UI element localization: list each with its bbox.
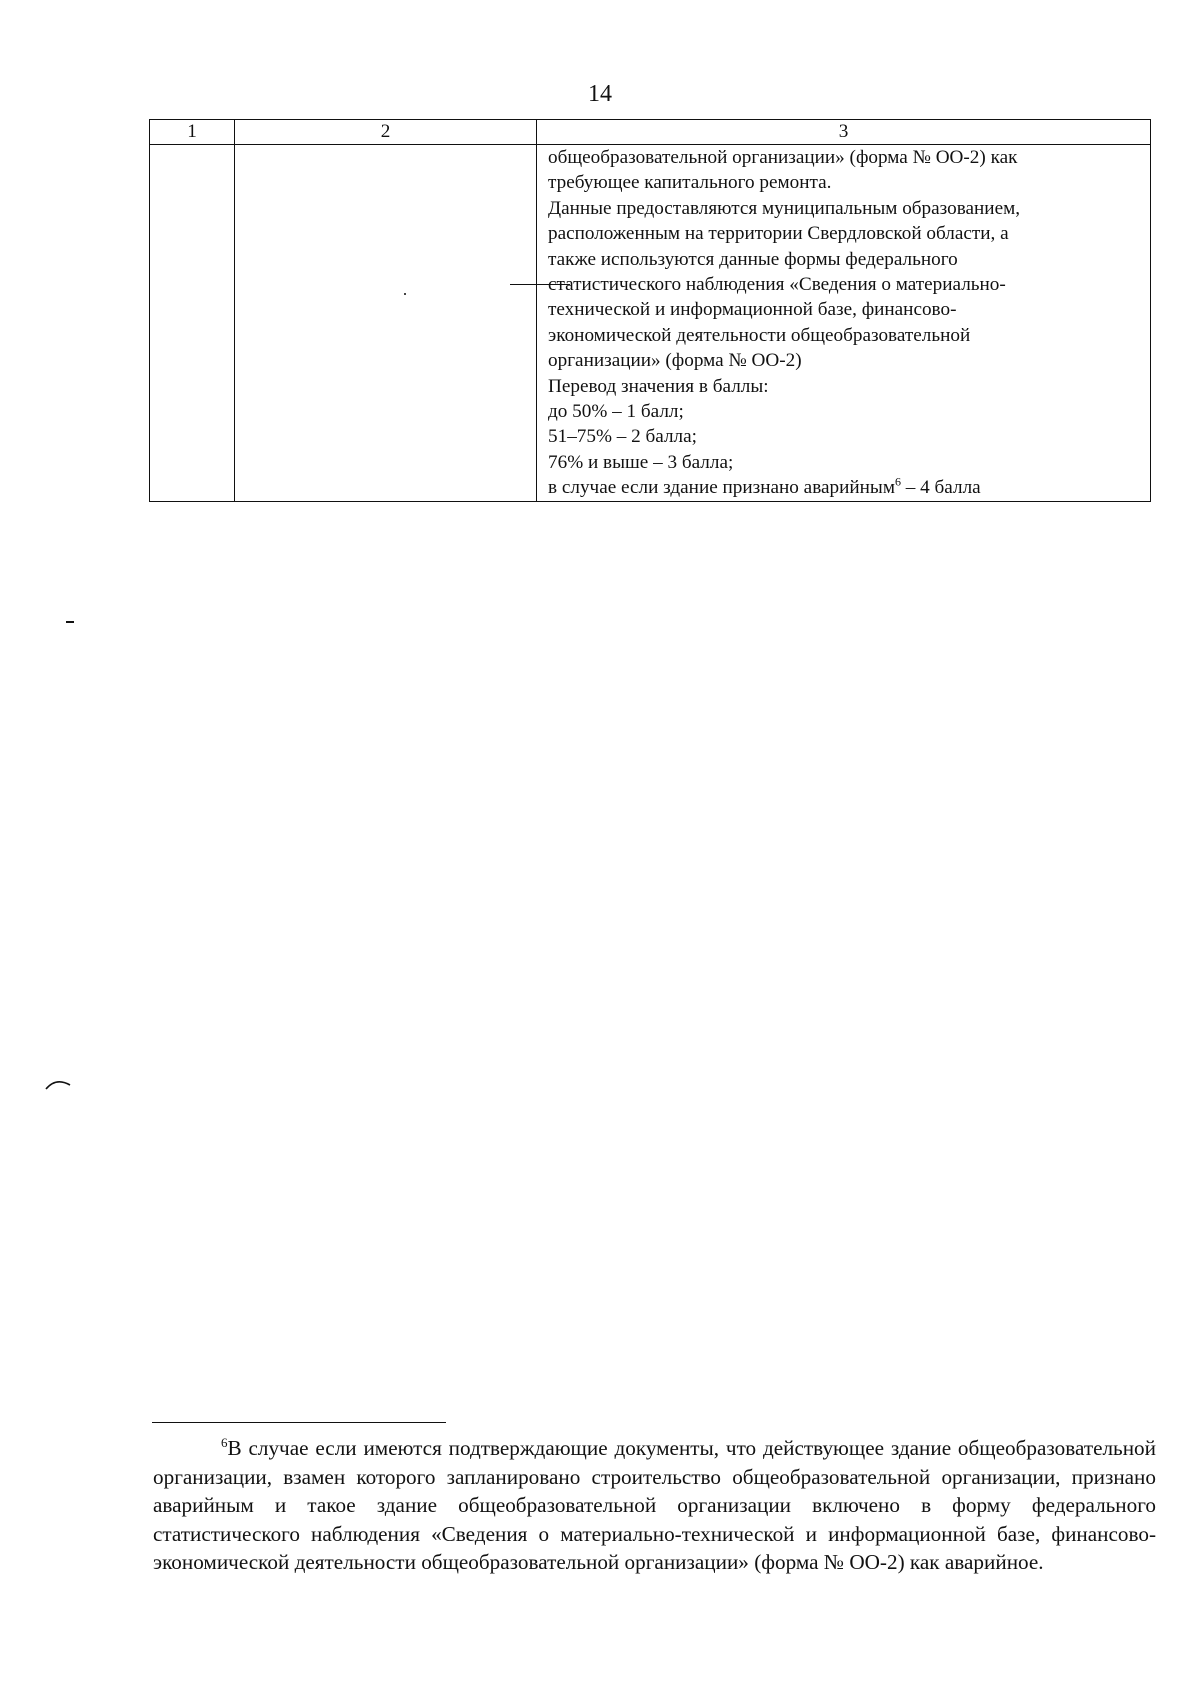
margin-arc-mark [44, 1079, 74, 1091]
col3-line: экономической деятельности общеобразовательной [548, 324, 971, 346]
col3-line: Перевод значения в баллы: [548, 375, 769, 397]
margin-dash-mark [66, 621, 74, 623]
col3-last-line-tail: – 4 балла [900, 477, 981, 499]
header-col-3: 3 [537, 120, 1151, 145]
row-col-1 [150, 145, 235, 502]
col3-line: технической и информационной базе, финансово- [548, 299, 957, 321]
table-header-row [150, 120, 1151, 145]
col3-line: расположенным на территории Свердловской области, а [548, 223, 1009, 245]
footnote-separator [152, 1422, 446, 1423]
col3-line: организации» (форма № ОО-2) [548, 350, 802, 372]
col3-line: требующее капитального ремонта. [548, 172, 832, 194]
strike-mark [510, 284, 570, 285]
footnote-text: В случае если имеются подтверждающие документы, что действующее здание общеобразовательной организации, взамен которого запланировано строительство общеобразовательной организации, признано аварийным и такое здание общеобразовательной организации включено в форму федерального статистического наблюдения «Сведения о материально-технической и информационной базе, финансово-экономической деятельности общеобразовательной организации» (форма № ОО-2) как аварийное. [153, 1436, 1156, 1575]
row-col-2 [235, 145, 537, 502]
header-col-1: 1 [150, 120, 235, 145]
col3-line-text: статистического наблюдения «Сведения о материально- [548, 274, 1006, 296]
footnote-marker: 6 [221, 1434, 228, 1450]
header-col-2: 2 [235, 120, 537, 145]
footnote [153, 1434, 1156, 1577]
col3-line: Данные предоставляются муниципальным образованием, [548, 197, 1021, 219]
table-row [150, 145, 1151, 502]
col3-line: общеобразовательной организации» (форма № ОО-2) как [548, 147, 1018, 168]
col3-line-struck [548, 272, 1144, 297]
row-col-3 [537, 145, 1151, 502]
col3-line: до 50% – 1 балл; [548, 401, 684, 423]
col3-line: 76% и выше – 3 балла; [548, 451, 734, 473]
col3-line: 51–75% – 2 балла; [548, 426, 697, 448]
col3-last-line-text: в случае если здание признано аварийным [548, 477, 895, 499]
col3-line: также используются данные формы федерального [548, 248, 958, 270]
page-number: 14 [588, 81, 612, 107]
criteria-table [149, 119, 1151, 502]
col3-last-line [548, 475, 1144, 500]
footnote-ref-marker: 6 [894, 474, 901, 489]
